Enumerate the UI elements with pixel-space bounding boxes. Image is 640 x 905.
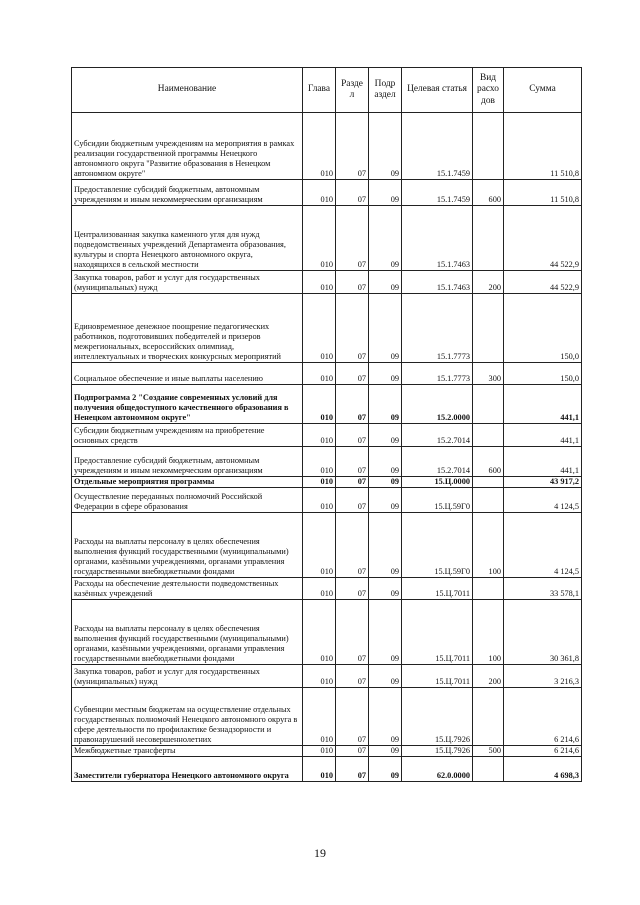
row-razdel-cell: 07 <box>336 206 369 271</box>
row-razdel-cell: 07 <box>336 363 369 385</box>
row-razdel-cell: 07 <box>336 745 369 756</box>
table-row <box>72 113 582 180</box>
row-stat-cell: 15.Ц.0000 <box>402 477 473 488</box>
row-stat-cell: 15.Ц.59Г0 <box>402 487 473 512</box>
row-glava-cell: 010 <box>303 113 336 180</box>
row-podrazdel-cell: 09 <box>369 577 402 599</box>
col-header-podrazdel: Подр аздел <box>369 68 402 113</box>
row-podrazdel-cell: 09 <box>369 512 402 577</box>
table-row <box>72 664 582 687</box>
row-razdel-cell: 07 <box>336 599 369 664</box>
row-razdel-cell: 07 <box>336 487 369 512</box>
row-name-cell: Закупка товаров, работ и услуг для государственных (муниципальных) нужд <box>72 271 303 294</box>
row-vid-cell <box>473 294 504 363</box>
row-summa-cell: 30 361,8 <box>504 599 582 664</box>
row-vid-cell <box>473 756 504 781</box>
row-razdel-cell: 07 <box>336 385 369 424</box>
row-vid-cell <box>473 487 504 512</box>
table-row <box>72 477 582 488</box>
row-podrazdel-cell: 09 <box>369 477 402 488</box>
row-name-cell: Субсидии бюджетным учреждениям на мероприятия в рамках реализации государственной программы Ненецкого автономного округа "Развитие образования в Ненецком автономном округе" <box>72 113 303 180</box>
table-row <box>72 447 582 477</box>
row-stat-cell: 15.2.0000 <box>402 385 473 424</box>
table-row <box>72 687 582 745</box>
row-vid-cell <box>473 424 504 447</box>
row-razdel-cell: 07 <box>336 424 369 447</box>
row-razdel-cell: 07 <box>336 294 369 363</box>
row-vid-cell <box>473 577 504 599</box>
row-glava-cell: 010 <box>303 687 336 745</box>
row-podrazdel-cell: 09 <box>369 363 402 385</box>
row-podrazdel-cell: 09 <box>369 424 402 447</box>
row-summa-cell: 150,0 <box>504 363 582 385</box>
row-glava-cell: 010 <box>303 599 336 664</box>
row-stat-cell: 15.2.7014 <box>402 424 473 447</box>
row-podrazdel-cell: 09 <box>369 385 402 424</box>
row-stat-cell: 15.2.7014 <box>402 447 473 477</box>
table-row <box>72 206 582 271</box>
row-vid-cell: 200 <box>473 271 504 294</box>
row-razdel-cell: 07 <box>336 271 369 294</box>
row-summa-cell: 3 216,3 <box>504 664 582 687</box>
col-header-stat: Целевая статья <box>402 68 473 113</box>
table-row <box>72 756 582 781</box>
row-name-cell: Закупка товаров, работ и услуг для государственных (муниципальных) нужд <box>72 664 303 687</box>
row-glava-cell: 010 <box>303 756 336 781</box>
table-row <box>72 363 582 385</box>
row-stat-cell: 15.Ц.7926 <box>402 687 473 745</box>
row-glava-cell: 010 <box>303 512 336 577</box>
row-name-cell: Предоставление субсидий бюджетным, автономным учреждениям и иным некоммерческим организациям <box>72 447 303 477</box>
row-razdel-cell: 07 <box>336 577 369 599</box>
row-name-cell: Субсидии бюджетным учреждениям на приобретение основных средств <box>72 424 303 447</box>
row-name-cell: Предоставление субсидий бюджетным, автономным учреждениям и иным некоммерческим организациям <box>72 180 303 206</box>
row-razdel-cell: 07 <box>336 756 369 781</box>
row-vid-cell: 600 <box>473 180 504 206</box>
row-name-cell: Социальное обеспечение и иные выплаты населению <box>72 363 303 385</box>
row-vid-cell: 100 <box>473 599 504 664</box>
row-glava-cell: 010 <box>303 271 336 294</box>
row-razdel-cell: 07 <box>336 512 369 577</box>
row-glava-cell: 010 <box>303 294 336 363</box>
row-summa-cell: 441,1 <box>504 385 582 424</box>
table-row <box>72 745 582 756</box>
row-vid-cell <box>473 687 504 745</box>
table-row <box>72 271 582 294</box>
col-header-glava: Глава <box>303 68 336 113</box>
row-summa-cell: 11 510,8 <box>504 113 582 180</box>
row-glava-cell: 010 <box>303 180 336 206</box>
row-podrazdel-cell: 09 <box>369 113 402 180</box>
row-stat-cell: 15.1.7459 <box>402 180 473 206</box>
row-stat-cell: 15.1.7459 <box>402 113 473 180</box>
row-vid-cell: 200 <box>473 664 504 687</box>
table-row <box>72 180 582 206</box>
row-glava-cell: 010 <box>303 664 336 687</box>
table-row <box>72 294 582 363</box>
table-row <box>72 512 582 577</box>
row-name-cell: Расходы на обеспечение деятельности подведомственных казённых учреждений <box>72 577 303 599</box>
row-name-cell: Централизованная закупка каменного угля для нужд подведомственных учреждений Департамента образования, культуры и спорта Ненецкого автономного округа, находящихся в сельской местности <box>72 206 303 271</box>
row-podrazdel-cell: 09 <box>369 487 402 512</box>
row-podrazdel-cell: 09 <box>369 271 402 294</box>
row-glava-cell: 010 <box>303 424 336 447</box>
row-summa-cell: 441,1 <box>504 424 582 447</box>
row-vid-cell <box>473 113 504 180</box>
col-header-vid: Вид расхо дов <box>473 68 504 113</box>
table-row <box>72 487 582 512</box>
row-vid-cell <box>473 385 504 424</box>
table-row <box>72 385 582 424</box>
row-glava-cell: 010 <box>303 447 336 477</box>
row-summa-cell: 44 522,9 <box>504 271 582 294</box>
row-glava-cell: 010 <box>303 363 336 385</box>
row-summa-cell: 441,1 <box>504 447 582 477</box>
row-glava-cell: 010 <box>303 487 336 512</box>
row-stat-cell: 15.Ц.7011 <box>402 664 473 687</box>
row-summa-cell: 43 917,2 <box>504 477 582 488</box>
row-stat-cell: 15.1.7463 <box>402 206 473 271</box>
row-podrazdel-cell: 09 <box>369 745 402 756</box>
col-header-summa: Сумма <box>504 68 582 113</box>
row-name-cell: Субвенции местным бюджетам на осуществление отдельных государственных полномочий Ненецкого автономного округа в сфере деятельности по профилактике безнадзорности и правонарушений несовершеннолетних <box>72 687 303 745</box>
row-razdel-cell: 07 <box>336 664 369 687</box>
row-vid-cell: 100 <box>473 512 504 577</box>
row-summa-cell: 33 578,1 <box>504 577 582 599</box>
row-vid-cell: 600 <box>473 447 504 477</box>
row-razdel-cell: 07 <box>336 687 369 745</box>
row-stat-cell: 15.Ц.7011 <box>402 599 473 664</box>
row-name-cell: Осуществление переданных полномочий Российской Федерации в сфере образования <box>72 487 303 512</box>
row-summa-cell: 11 510,8 <box>504 180 582 206</box>
row-podrazdel-cell: 09 <box>369 664 402 687</box>
table-body <box>72 113 582 782</box>
row-podrazdel-cell: 09 <box>369 294 402 363</box>
row-name-cell: Расходы на выплаты персоналу в целях обеспечения выполнения функций государственными (муниципальными) органами, казёнными учреждениями, органами управления государственными внебюджетными фондами <box>72 512 303 577</box>
row-podrazdel-cell: 09 <box>369 687 402 745</box>
row-stat-cell: 15.1.7463 <box>402 271 473 294</box>
row-glava-cell: 010 <box>303 206 336 271</box>
row-name-cell: Заместители губернатора Ненецкого автономного округа <box>72 756 303 781</box>
row-stat-cell: 15.1.7773 <box>402 363 473 385</box>
row-name-cell: Отдельные мероприятия программы <box>72 477 303 488</box>
row-summa-cell: 150,0 <box>504 294 582 363</box>
row-vid-cell <box>473 206 504 271</box>
row-podrazdel-cell: 09 <box>369 206 402 271</box>
table-row <box>72 424 582 447</box>
table-row <box>72 577 582 599</box>
row-summa-cell: 4 698,3 <box>504 756 582 781</box>
row-podrazdel-cell: 09 <box>369 447 402 477</box>
row-glava-cell: 010 <box>303 477 336 488</box>
row-glava-cell: 010 <box>303 745 336 756</box>
row-stat-cell: 15.Ц.7011 <box>402 577 473 599</box>
row-summa-cell: 6 214,6 <box>504 687 582 745</box>
row-name-cell: Единовременное денежное поощрение педагогических работников, подготовивших победителей и призеров межрегиональных, всероссийских олимпиад, интеллектуальных и творческих конкурсных мероприятий <box>72 294 303 363</box>
row-name-cell: Расходы на выплаты персоналу в целях обеспечения выполнения функций государственными (муниципальными) органами, казёнными учреждениями, органами управления государственными внебюджетными фондами <box>72 599 303 664</box>
row-stat-cell: 15.Ц.59Г0 <box>402 512 473 577</box>
row-summa-cell: 4 124,5 <box>504 487 582 512</box>
col-header-name: Наименование <box>72 68 303 113</box>
table-header-row <box>72 68 582 113</box>
row-stat-cell: 15.1.7773 <box>402 294 473 363</box>
page-number: 19 <box>314 846 326 860</box>
row-name-cell: Подпрограмма 2 "Создание современных условий для получения общедоступного качественного образования в Ненецком автономном округе" <box>72 385 303 424</box>
row-podrazdel-cell: 09 <box>369 180 402 206</box>
row-stat-cell: 15.Ц.7926 <box>402 745 473 756</box>
row-vid-cell: 500 <box>473 745 504 756</box>
row-glava-cell: 010 <box>303 385 336 424</box>
table-row <box>72 599 582 664</box>
row-vid-cell: 300 <box>473 363 504 385</box>
row-podrazdel-cell: 09 <box>369 599 402 664</box>
row-podrazdel-cell: 09 <box>369 756 402 781</box>
row-razdel-cell: 07 <box>336 477 369 488</box>
row-name-cell: Межбюджетные трансферты <box>72 745 303 756</box>
row-razdel-cell: 07 <box>336 447 369 477</box>
row-razdel-cell: 07 <box>336 180 369 206</box>
col-header-razdel: Разде л <box>336 68 369 113</box>
row-summa-cell: 4 124,5 <box>504 512 582 577</box>
row-glava-cell: 010 <box>303 577 336 599</box>
row-vid-cell <box>473 477 504 488</box>
row-stat-cell: 62.0.0000 <box>402 756 473 781</box>
row-summa-cell: 6 214,6 <box>504 745 582 756</box>
row-summa-cell: 44 522,9 <box>504 206 582 271</box>
budget-table <box>71 67 582 782</box>
row-razdel-cell: 07 <box>336 113 369 180</box>
